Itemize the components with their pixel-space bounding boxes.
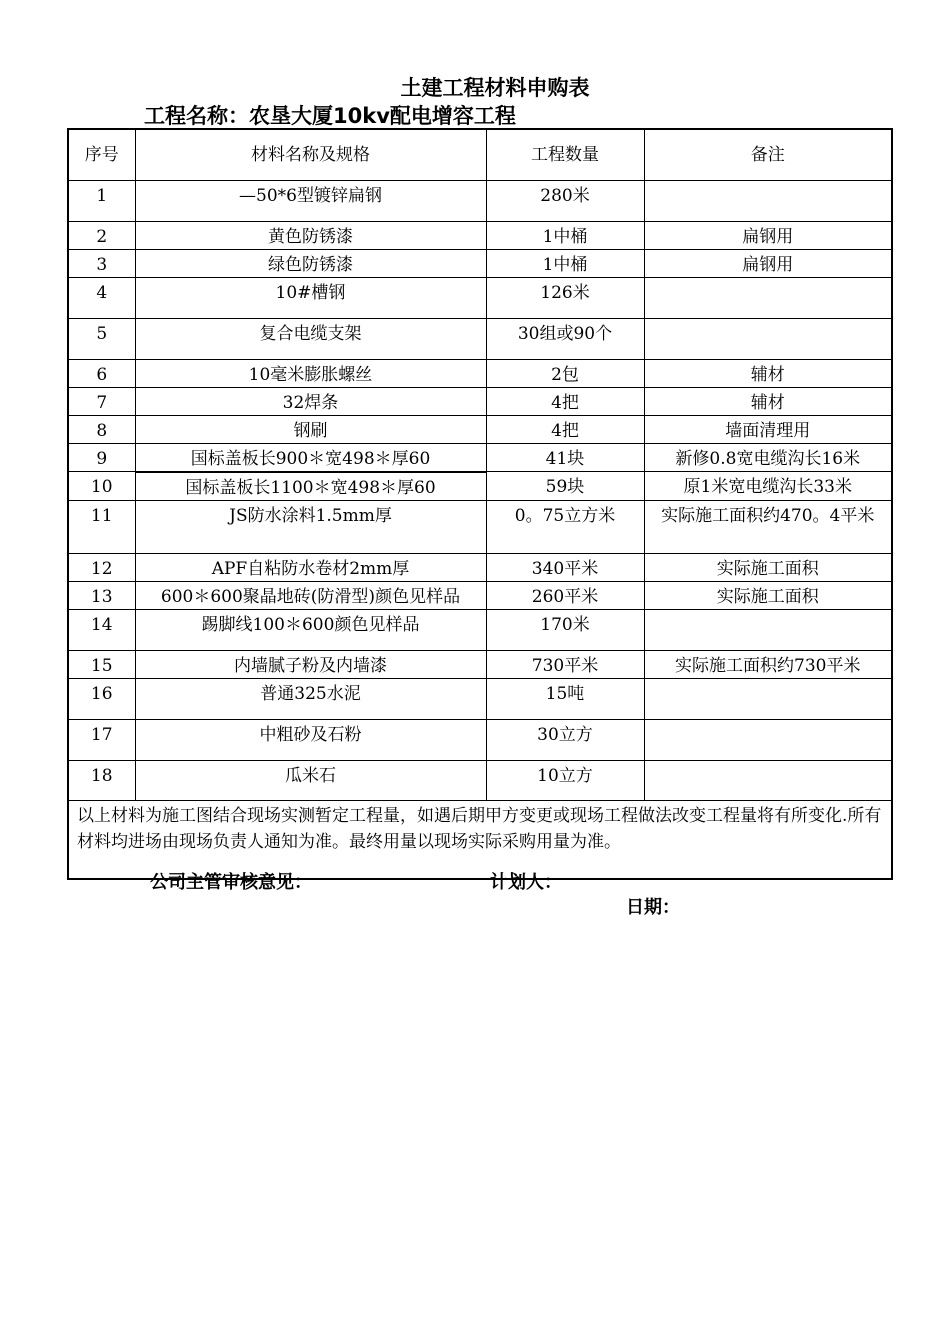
row-note bbox=[644, 277, 892, 318]
document-title: 土建工程材料申购表 bbox=[400, 76, 590, 100]
row-no: 7 bbox=[68, 387, 135, 415]
row-note: 辅材 bbox=[644, 359, 892, 387]
row-note bbox=[644, 318, 892, 359]
row-no: 17 bbox=[68, 719, 135, 760]
row-no: 9 bbox=[68, 443, 135, 472]
table-row bbox=[68, 500, 892, 553]
date-label: 日期： bbox=[626, 897, 680, 918]
row-name: 内墙腻子粉及内墙漆 bbox=[135, 650, 486, 678]
row-note: 实际施工面积 bbox=[644, 581, 892, 609]
remark-text: 以上材料为施工图结合现场实测暂定工程量，如遇后期甲方变更或现场工程做法改变工程量将有所变化.所有材料均进场由现场负责人通知为准。最终用量以现场实际采购用量为准。 bbox=[68, 800, 892, 879]
row-name: 国标盖板长900＊宽498＊厚60 bbox=[135, 443, 486, 472]
row-no: 16 bbox=[68, 678, 135, 719]
table-row bbox=[68, 719, 892, 760]
row-no: 3 bbox=[68, 249, 135, 277]
row-no: 11 bbox=[68, 500, 135, 553]
row-qty: 280米 bbox=[486, 180, 644, 221]
row-qty: 0。75立方米 bbox=[486, 500, 644, 553]
row-qty: 4把 bbox=[486, 387, 644, 415]
row-qty: 170米 bbox=[486, 609, 644, 650]
row-no: 5 bbox=[68, 318, 135, 359]
table-row bbox=[68, 553, 892, 581]
table-row bbox=[68, 472, 892, 501]
table-row bbox=[68, 318, 892, 359]
row-qty: 126米 bbox=[486, 277, 644, 318]
row-no: 1 bbox=[68, 180, 135, 221]
row-qty: 59块 bbox=[486, 472, 644, 501]
row-name: 600＊600聚晶地砖(防滑型)颜色见样品 bbox=[135, 581, 486, 609]
supervisor-opinion-label: 公司主管审核意见： bbox=[150, 872, 312, 893]
table-row bbox=[68, 650, 892, 678]
table-row bbox=[68, 760, 892, 800]
row-name: —50*6型镀锌扁钢 bbox=[135, 180, 486, 221]
row-name: APF自粘防水卷材2mm厚 bbox=[135, 553, 486, 581]
table-row bbox=[68, 249, 892, 277]
row-note: 墙面清理用 bbox=[644, 415, 892, 443]
row-name: 普通325水泥 bbox=[135, 678, 486, 719]
row-name: 10#槽钢 bbox=[135, 277, 486, 318]
row-note bbox=[644, 719, 892, 760]
row-no: 18 bbox=[68, 760, 135, 800]
row-name: 复合电缆支架 bbox=[135, 318, 486, 359]
planner-label: 计划人： bbox=[490, 872, 562, 893]
row-note: 实际施工面积约730平米 bbox=[644, 650, 892, 678]
row-name: 32焊条 bbox=[135, 387, 486, 415]
row-note: 原1米宽电缆沟长33米 bbox=[644, 472, 892, 501]
table-row bbox=[68, 678, 892, 719]
table-row bbox=[68, 443, 892, 472]
row-note: 辅材 bbox=[644, 387, 892, 415]
row-no: 6 bbox=[68, 359, 135, 387]
row-qty: 4把 bbox=[486, 415, 644, 443]
row-qty: 1中桶 bbox=[486, 221, 644, 249]
table-row bbox=[68, 415, 892, 443]
row-no: 10 bbox=[68, 472, 135, 501]
row-no: 8 bbox=[68, 415, 135, 443]
row-name: 中粗砂及石粉 bbox=[135, 719, 486, 760]
table-row bbox=[68, 180, 892, 221]
table-row bbox=[68, 277, 892, 318]
header-cell-name: 材料名称及规格 bbox=[135, 129, 486, 180]
row-name: 绿色防锈漆 bbox=[135, 249, 486, 277]
row-no: 15 bbox=[68, 650, 135, 678]
row-no: 4 bbox=[68, 277, 135, 318]
row-note bbox=[644, 678, 892, 719]
table-row bbox=[68, 359, 892, 387]
row-qty: 30组或90个 bbox=[486, 318, 644, 359]
row-note: 新修0.8宽电缆沟长16米 bbox=[644, 443, 892, 472]
row-note bbox=[644, 609, 892, 650]
materials-table bbox=[67, 128, 893, 880]
header-cell-no: 序号 bbox=[68, 129, 135, 180]
table-remark-row bbox=[68, 800, 892, 879]
header-cell-qty: 工程数量 bbox=[486, 129, 644, 180]
row-name: 黄色防锈漆 bbox=[135, 221, 486, 249]
table-row bbox=[68, 609, 892, 650]
row-note: 实际施工面积 bbox=[644, 553, 892, 581]
table-row bbox=[68, 221, 892, 249]
row-note: 扁钢用 bbox=[644, 221, 892, 249]
row-no: 2 bbox=[68, 221, 135, 249]
row-name: JS防水涂料1.5mm厚 bbox=[135, 500, 486, 553]
row-note: 扁钢用 bbox=[644, 249, 892, 277]
row-qty: 15吨 bbox=[486, 678, 644, 719]
row-note: 实际施工面积约470。4平米 bbox=[644, 500, 892, 553]
row-name: 踢脚线100＊600颜色见样品 bbox=[135, 609, 486, 650]
row-qty: 1中桶 bbox=[486, 249, 644, 277]
table-row bbox=[68, 387, 892, 415]
header-cell-note: 备注 bbox=[644, 129, 892, 180]
row-qty: 260平米 bbox=[486, 581, 644, 609]
row-name: 国标盖板长1100＊宽498＊厚60 bbox=[135, 472, 486, 501]
row-qty: 340平米 bbox=[486, 553, 644, 581]
row-name: 10毫米膨胀螺丝 bbox=[135, 359, 486, 387]
row-qty: 2包 bbox=[486, 359, 644, 387]
row-no: 12 bbox=[68, 553, 135, 581]
row-name: 瓜米石 bbox=[135, 760, 486, 800]
table-header-row bbox=[68, 129, 892, 180]
row-no: 14 bbox=[68, 609, 135, 650]
row-qty: 41块 bbox=[486, 443, 644, 472]
table-row bbox=[68, 581, 892, 609]
row-note bbox=[644, 180, 892, 221]
row-no: 13 bbox=[68, 581, 135, 609]
row-note bbox=[644, 760, 892, 800]
row-qty: 30立方 bbox=[486, 719, 644, 760]
row-qty: 10立方 bbox=[486, 760, 644, 800]
row-qty: 730平米 bbox=[486, 650, 644, 678]
row-name: 钢刷 bbox=[135, 415, 486, 443]
project-name: 工程名称：农垦大厦10kv配电增容工程 bbox=[144, 104, 516, 128]
